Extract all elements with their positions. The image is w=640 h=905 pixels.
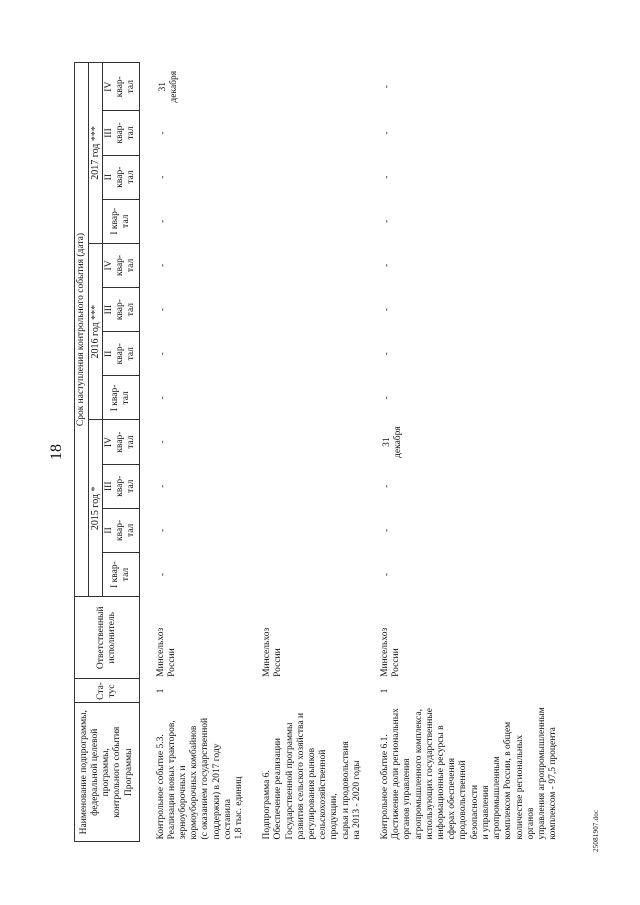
row-cell: - [157, 572, 168, 577]
row-cell: - [382, 484, 393, 488]
row-cell [256, 63, 364, 111]
row-cell: - [382, 396, 393, 400]
header-quarter: III квар- тал [103, 288, 140, 332]
row-cell [256, 243, 364, 287]
document-code: 25081907.doc [592, 809, 600, 852]
row-cell: - [382, 572, 393, 577]
header-quarter: II квар- тал [103, 508, 140, 552]
row-cell: - [157, 396, 168, 400]
row-cell [256, 155, 364, 199]
row-cell [256, 508, 364, 552]
header-quarter: III квар- тал [103, 111, 140, 155]
header-quarter: IV квар- тал [103, 63, 140, 111]
row-responsible: Минсельхоз России [380, 627, 402, 677]
table-row [150, 63, 247, 842]
table-row [374, 63, 560, 842]
row-cell: - [157, 175, 168, 179]
row-cell: - [157, 308, 168, 312]
row-name: Контрольное событие 6.1. Достижение доли региональных органов управления агропромышленного комплекса, использующих государственные информационные ресурсы в сферах обеспечения продовольственной безопасности и управления агропромышленным комплексом России, в общем количестве региональных органов управления агропромышленным комплексом - 97,5 процента [380, 707, 559, 840]
row-cell: - [157, 352, 168, 356]
row-cell [256, 552, 364, 596]
row-cell [256, 288, 364, 332]
row-cell: - [382, 131, 393, 135]
header-quarter: I квар- тал [103, 376, 140, 420]
row-cell [256, 199, 364, 243]
page-number: 18 [48, 444, 65, 460]
row-status [256, 679, 364, 703]
header-year-2016: 2016 год *** [89, 243, 103, 420]
row-cell: - [157, 484, 168, 488]
table-row [256, 63, 364, 842]
row-cell: - [157, 219, 168, 223]
row-name: Контрольное событие 5.3. Реализация новых тракторов, зерноуборочных и кормоуборочных комбайнов (с оказанием государственной поддержки) в 2017 году составила 1,8 тыс. единиц [155, 717, 245, 840]
row-cell: - [382, 85, 393, 89]
row-cell: - [382, 263, 393, 268]
row-cell: - [382, 308, 393, 312]
row-status: 1 [380, 688, 391, 694]
row-cell: - [157, 440, 168, 444]
row-cell: - [382, 352, 393, 356]
row-cell: - [382, 219, 393, 223]
header-quarter: II квар- тал [103, 332, 140, 376]
row-cell [256, 332, 364, 376]
row-cell: - [382, 528, 393, 532]
header-quarter: I квар- тал [103, 199, 140, 243]
header-status: Ста- тус [75, 679, 140, 703]
rotated-page [40, 52, 610, 852]
row-cell [256, 464, 364, 508]
header-year-2017: 2017 год *** [89, 63, 103, 244]
row-cell: - [157, 528, 168, 532]
row-cell [256, 420, 364, 464]
row-responsible: Минсельхоз России [155, 627, 177, 677]
header-name: Наименование подпрограммы, федеральной целевой программы, контрольного события Программы [75, 703, 140, 842]
header-quarter: I квар- тал [103, 552, 140, 596]
control-events-table [74, 62, 560, 842]
header-quarter: II квар- тал [103, 155, 140, 199]
row-cell: - [382, 175, 393, 179]
header-quarter: III квар- тал [103, 464, 140, 508]
row-cell: - [157, 131, 168, 135]
header-responsible: Ответственный исполнитель [75, 597, 140, 679]
header-deadline: Срок наступления контрольного события (дата) [75, 63, 89, 597]
row-responsible: Минсельхоз России [262, 627, 284, 677]
row-cell-date: 31 декабря [382, 426, 404, 458]
header-quarter: IV квар- тал [103, 243, 140, 287]
row-name: Подпрограмма 6. Обеспечение реализации Государственной программы развития сельского хозяйства и регулирования рынков сельскохозяйственной продукции, сырья и продовольствия на 2013 - 2020 годы [262, 712, 362, 840]
row-cell [256, 376, 364, 420]
row-status: 1 [155, 688, 166, 694]
header-year-2015: 2015 год * [89, 420, 103, 597]
row-cell [256, 111, 364, 155]
row-cell-date: 31 декабря [157, 70, 179, 103]
header-quarter: IV квар- тал [103, 420, 140, 464]
row-cell: - [157, 263, 168, 268]
